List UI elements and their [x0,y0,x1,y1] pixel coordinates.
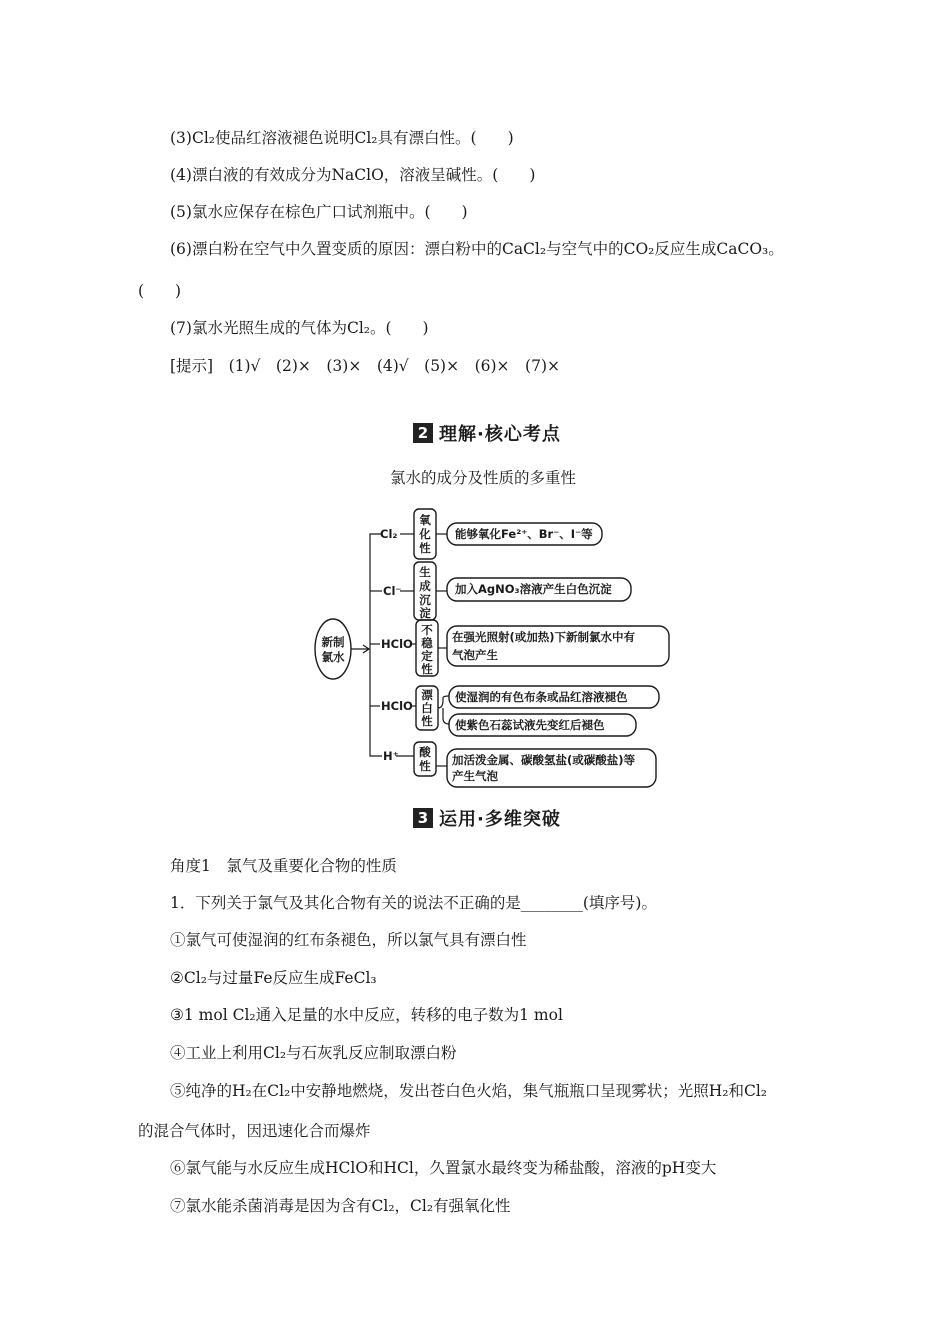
section-header-apply [413,805,561,831]
option-5-continued: 的混合气体时，因迅速化合而爆炸 [138,1122,371,1140]
svg-text:稳: 稳 [421,636,433,650]
judgment-item-6-bracket: ( ) [138,282,182,300]
effect-text-2: 加入AgNO₃溶液产生白色沉淀 [455,582,612,596]
option-4: ④工业上利用Cl₂与石灰乳反应制取漂白粉 [170,1044,457,1062]
species-hclo-1: HClO [381,637,413,651]
judgment-item-3: (3)Cl₂使品红溶液褪色说明Cl₂具有漂白性。( ) [170,129,514,147]
effect-text-3a: 在强光照射(或加热)下新制氯水中有 [452,630,636,644]
svg-text:漂: 漂 [421,688,433,702]
svg-text:淀: 淀 [419,606,431,620]
svg-text:成: 成 [419,579,431,593]
section-number: 3 [413,808,433,828]
section-title: 理解·核心考点 [439,424,561,445]
option-7: ⑦氯水能杀菌消毒是因为含有Cl₂，Cl₂有强氧化性 [170,1197,511,1215]
svg-text:化: 化 [419,527,431,541]
svg-text:生: 生 [419,565,431,579]
svg-text:酸: 酸 [419,745,431,759]
svg-text:性: 性 [421,714,433,728]
svg-text:沉: 沉 [419,593,431,607]
species-h-ion: H⁺ [383,749,399,763]
species-cl2: Cl₂ [380,527,398,541]
effect-text-1: 能够氧化Fe²⁺、Br⁻、I⁻等 [455,527,593,541]
svg-text:不: 不 [421,623,433,637]
judgment-item-4: (4)漂白液的有效成分为NaClO，溶液呈碱性。( ) [170,166,536,184]
effect-text-6a: 加活泼金属、碳酸氢盐(或碳酸盐)等 [452,753,636,767]
svg-text:氧: 氧 [419,513,431,527]
judgment-item-6: (6)漂白粉在空气中久置变质的原因：漂白粉中的CaCl₂与空气中的CO₂反应生成CaCO₃。 [170,240,784,258]
species-hclo-2: HClO [381,699,413,713]
effect-text-6b: 产生气泡 [452,769,498,783]
option-3: ③1 mol Cl₂通入足量的水中反应，转移的电子数为1 mol [170,1006,563,1024]
root-label-2: 氯水 [321,650,345,664]
option-6: ⑥氯气能与水反应生成HClO和HCl，久置氯水最终变为稀盐酸，溶液的pH变大 [170,1159,717,1177]
svg-text:性: 性 [419,541,431,555]
judgment-item-5: (5)氯水应保存在棕色广口试剂瓶中。( ) [170,203,468,221]
judgment-item-7: (7)氯水光照生成的气体为Cl₂。( ) [170,319,429,337]
species-cl-ion: Cl⁻ [383,584,402,598]
svg-text:性: 性 [421,662,433,676]
root-ellipse [315,619,351,679]
option-1: ①氯气可使湿润的红布条褪色，所以氯气具有漂白性 [170,931,527,949]
effect-text-3b: 气泡产生 [452,648,498,662]
hint-answers: [提示] (1)√ (2)× (3)× (4)√ (5)× (6)× (7)× [170,357,560,375]
option-5: ⑤纯净的H₂在Cl₂中安静地燃烧，发出苍白色火焰，集气瓶瓶口呈现雾状；光照H₂和Cl₂ [170,1082,768,1100]
effect-text-4: 使湿润的有色布条或品红溶液褪色 [455,690,628,704]
section-number: 2 [413,423,433,443]
question-1: 1．下列关于氯气及其化合物有关的说法不正确的是________(填序号)。 [170,894,657,912]
angle-heading: 角度1 氯气及重要化合物的性质 [170,857,397,875]
svg-text:白: 白 [421,701,433,715]
svg-text:性: 性 [419,759,431,773]
diagram-title: 氯水的成分及性质的多重性 [390,469,577,487]
svg-text:定: 定 [421,649,433,663]
root-label-1: 新制 [321,635,345,649]
section-title: 运用·多维突破 [439,809,561,830]
effect-text-5: 使紫色石蕊试液先变红后褪色 [455,718,605,732]
option-2: ②Cl₂与过量Fe反应生成FeCl₃ [170,969,377,987]
